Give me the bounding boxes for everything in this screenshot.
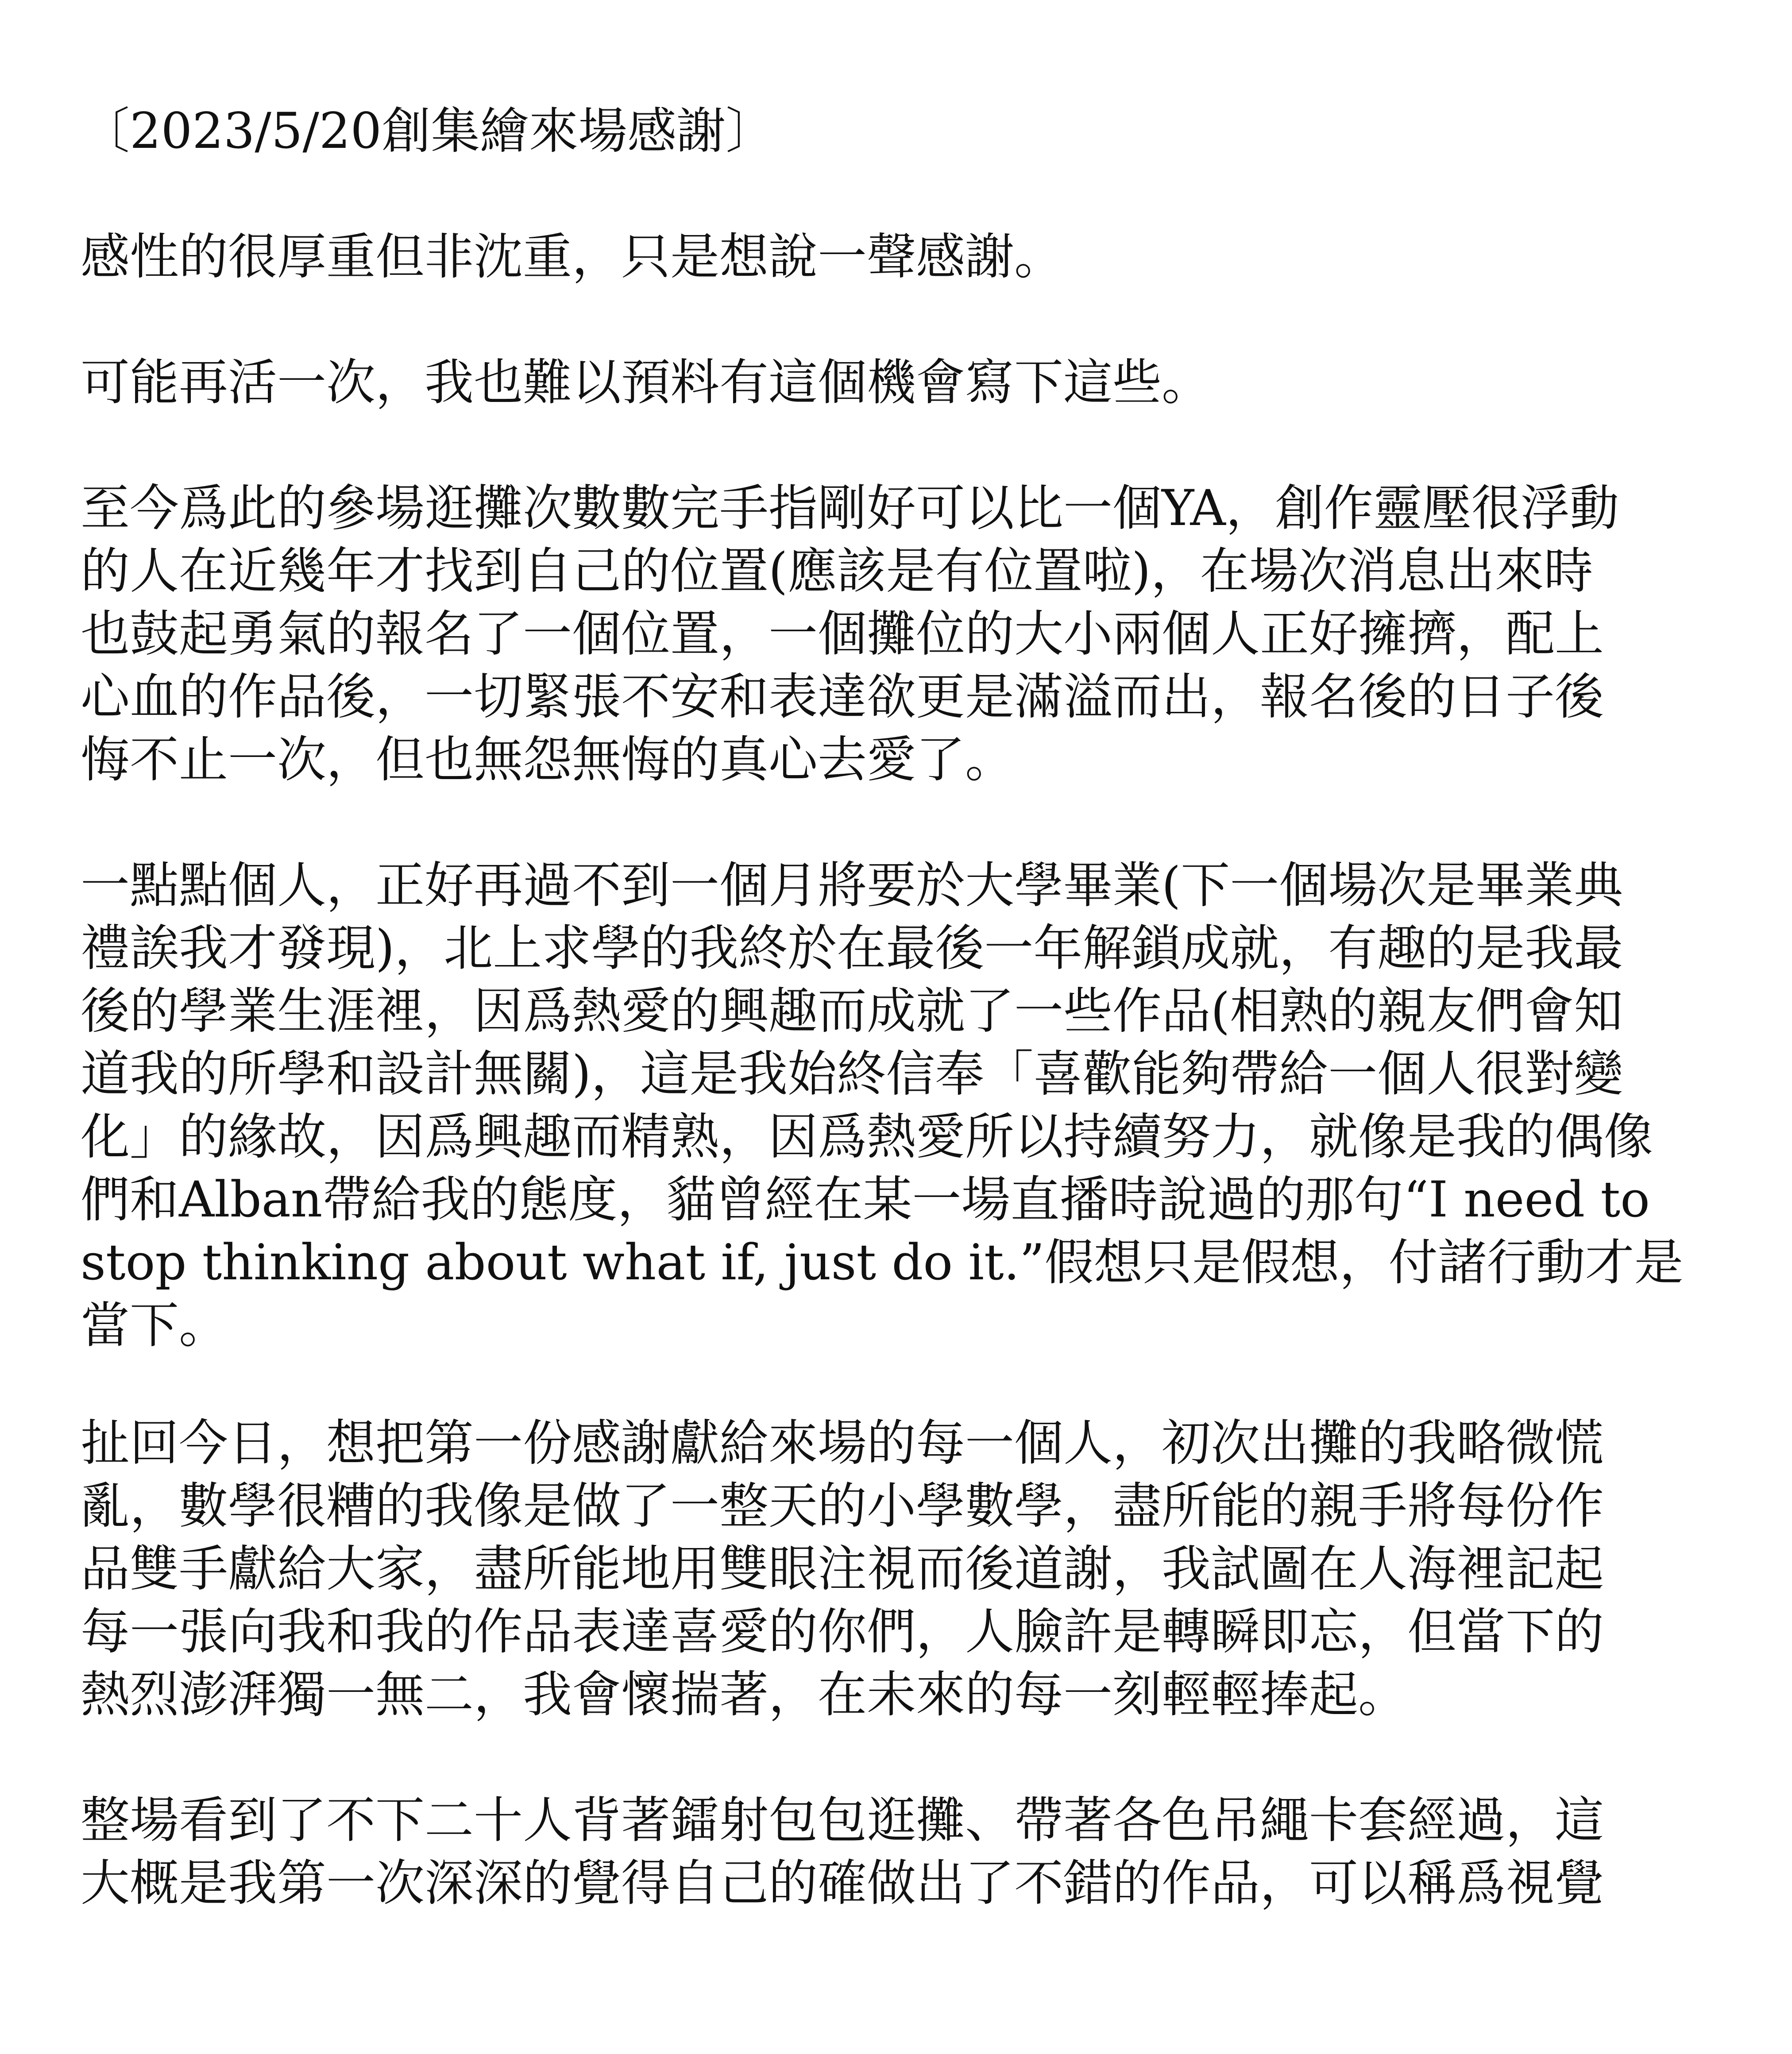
paragraph-line: 熱烈澎湃獨一無二，我會懷揣著，在未來的每一刻輕輕捧起。: [81, 1666, 1408, 1723]
paragraph-line: 一點點個人，正好再過不到一個月將要於大學畢業(下一個場次是畢業典: [81, 857, 1623, 914]
paragraph-line: 道我的所學和設計無關)，這是我始終信奉「喜歡能夠帶給一個人很對變: [81, 1046, 1623, 1103]
paragraph-line: 也鼓起勇氣的報名了一個位置，一個攤位的大小兩個人正好擁擠，配上: [81, 606, 1604, 663]
paragraph-line: stop thinking about what if, just do it.”假想只是假想，付諸行動才是: [81, 1234, 1684, 1291]
paragraph-line: 大概是我第一次深深的覺得自己的確做出了不錯的作品，可以稱爲視覺: [81, 1855, 1604, 1912]
paragraph-line: 至今爲此的參場逛攤次數數完手指剛好可以比一個YA，創作靈壓很浮動: [81, 480, 1619, 537]
paragraph-6: [81, 1789, 1736, 1915]
paragraph-line: 整場看到了不下二十人背著鐳射包包逛攤、帶著各色吊繩卡套經過，這: [81, 1792, 1604, 1849]
paragraph-1: [81, 226, 1736, 289]
paragraph-3: [81, 477, 1736, 791]
paragraph-4: [81, 854, 1736, 1357]
paragraph-line: 們和Alban帶給我的態度，貓曾經在某一場直播時說過的那句“I need to: [81, 1171, 1650, 1228]
paragraph-line: 當下。: [81, 1297, 228, 1354]
paragraph-line: 化」的緣故，因爲興趣而精熟，因爲熱愛所以持續努力，就像是我的偶像: [81, 1108, 1653, 1166]
paragraph-line: 品雙手獻給大家，盡所能地用雙眼注視而後道謝，我試圖在人海裡記起: [81, 1540, 1604, 1598]
paragraph-line: 後的學業生涯裡，因爲熱愛的興趣而成就了一些作品(相熟的親友們會知: [81, 983, 1623, 1040]
paragraph-line: 每一張向我和我的作品表達喜愛的你們，人臉許是轉瞬即忘，但當下的: [81, 1603, 1604, 1660]
paragraph-line: 悔不止一次，但也無怨無悔的真心去愛了。: [81, 731, 1015, 788]
document-title: [81, 100, 1736, 163]
paragraph-2: [81, 351, 1736, 414]
paragraph-line: 的人在近幾年才找到自己的位置(應該是有位置啦)，在場次消息出來時: [81, 543, 1593, 600]
paragraph-line: 亂，數學很糟的我像是做了一整天的小學數學，盡所能的親手將每份作: [81, 1478, 1604, 1535]
paragraph-5: [81, 1412, 1736, 1726]
paragraph-line: 禮誒我才發現)，北上求學的我終於在最後一年解鎖成就，有趣的是我最: [81, 920, 1623, 977]
paragraph-line: 扯回今日，想把第一份感謝獻給來場的每一個人，初次出攤的我略微慌: [81, 1415, 1604, 1472]
title-line: 〔2023/5/20創集繪來場感謝〕: [81, 103, 775, 160]
paragraph-line: 心血的作品後，一切緊張不安和表達欲更是滿溢而出，報名後的日子後: [81, 668, 1604, 726]
paragraph-line: 可能再活一次，我也難以預料有這個機會寫下這些。: [81, 354, 1211, 411]
paragraph-line: 感性的很厚重但非沈重，只是想說一聲感謝。: [81, 228, 1064, 286]
